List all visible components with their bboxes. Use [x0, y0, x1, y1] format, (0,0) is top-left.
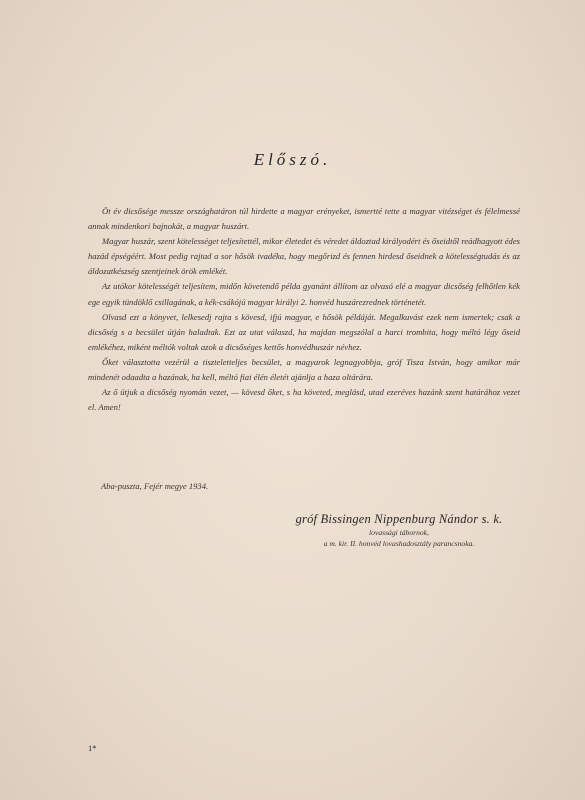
- signature-name: gróf Bissingen Nippenburg Nándor s. k.: [295, 512, 503, 526]
- paragraph: Öt év dicsősége messze országhatáron túl hirdette a magyar erényeket, ismertté tette a magyar vitézséget és félelmessé annak mindenkori bajnokát, a magyar huszárt.: [88, 206, 520, 232]
- signature-position: a m. kir. II. honvéd lovashadosztály parancsnoka.: [323, 539, 475, 548]
- paragraph: Olvasd ezt a könyvet, lelkesedj rajta s kövesd, ifjú magyar, e hősök példáját. Megalkuvást ezek nem ismertek; csak a dicsőség s a becsület útján haladtak. Ezt az utat válaszd, ha majdan megszólal a harci trombita, hogy méltó légy őseid emlékéhez, miként méltók voltak azok a dicsőséges kettős honvédhuszár névhez.: [88, 311, 520, 352]
- page-title: Előszó.: [253, 150, 332, 169]
- paragraph: Az ő útjuk a dicsőség nyomán vezet, — kövesd őket, s ha követed, meglásd, utad ezeréves hazánk szent határához vezet el. Amen!: [88, 387, 520, 413]
- paragraph: Magyar huszár, szent kötelességet teljesítettél, mikor életedet és véredet áldoztad királyodért és őseidtől reádhagyott édes hazád épségéért. Most pedig rajtad a sor hősök ivadéka, hogy megőrizd és fennen hirdesd őseidnek a kötelességtudás és az áldozatkészség szentjeinek örök emlékét.: [88, 236, 520, 277]
- dateline: Aba-puszta, Fejér megye 1934.: [101, 481, 209, 491]
- page-number: 1*: [88, 743, 97, 753]
- paragraph: Az utókor kötelességét teljesítem, midőn követendő példa gyanánt állítom az olvasó elé a magyar dicsőség felhőtlen kék ege egyik tündöklő csillagának, a kék-csákójú magyar királyi 2. honvéd huszárezrednek történetét.: [88, 281, 520, 307]
- paragraph: Őket választotta vezérül a tiszteletteljes becsület, a magyarok legnagyobbja, gróf Tisza István, hogy amikor már mindenét odaadta a hazának, ha kell, méltó fiai élén életét ajánlja a haza oltárára.: [88, 356, 520, 383]
- signature-block: [264, 512, 534, 549]
- signature-rank: lovassági tábornok,: [369, 528, 429, 537]
- preface-body: [88, 204, 520, 415]
